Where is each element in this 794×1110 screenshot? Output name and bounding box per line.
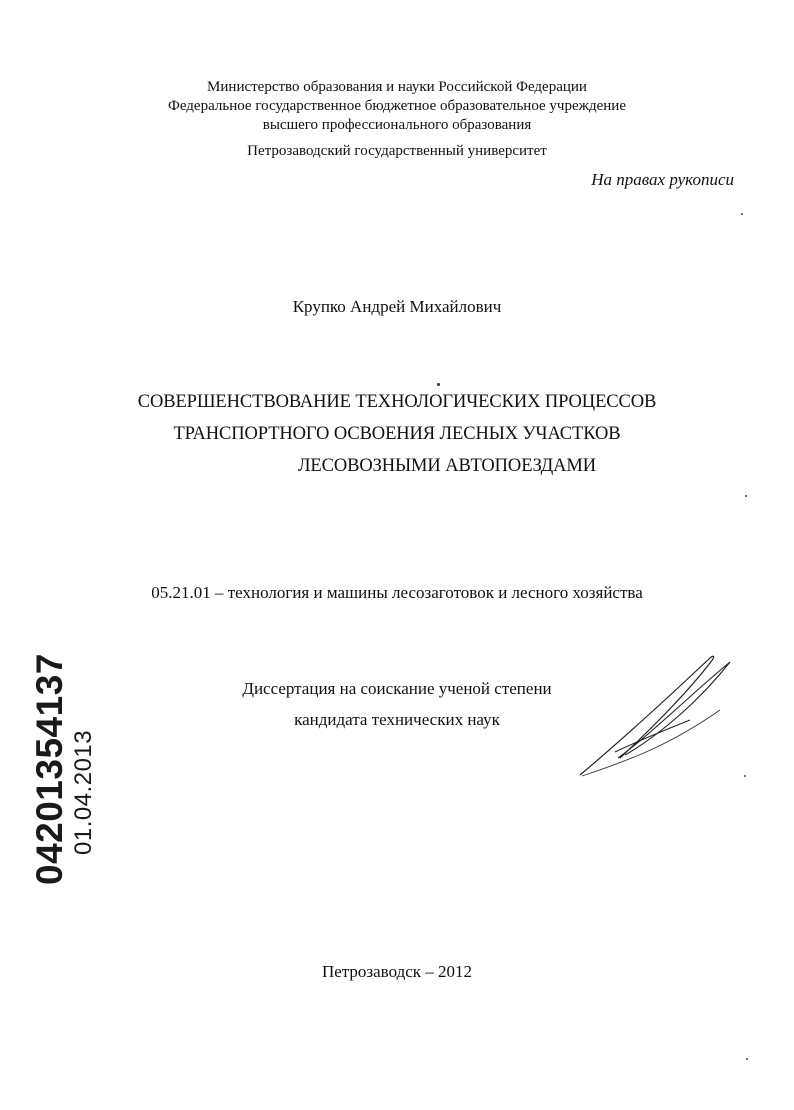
degree-line-2: кандидата технических наук [294,710,500,729]
scan-speck [437,383,440,386]
ministry-line-3: высшего профессионального образования [262,117,532,133]
stamp-number: 04201354137 [29,653,70,885]
author-name: Крупко Андрей Михайлович [292,297,502,316]
ministry-line-1: Министерство образования и науки Российской Федерации [207,79,587,95]
scan-speck [745,495,747,497]
scan-speck [744,775,746,777]
library-stamp [30,653,98,885]
scan-speck [741,213,743,215]
stamp-date: 01.04.2013 [70,729,97,855]
scan-speck [746,1058,748,1060]
degree-line-1: Диссертация на соискание ученой степени [242,679,552,698]
specialty-code: 05.21.01 – технология и машины лесозаготовок и лесного хозяйства [151,583,643,602]
signature-icon [570,650,740,785]
university-name: Петрозаводский государственный университет [247,143,547,159]
title-line-3: ЛЕСОВОЗНЫМИ АВТОПОЕЗДАМИ [297,456,597,476]
ministry-line-2: Федеральное государственное бюджетное образовательное учреждение [167,98,626,114]
place-year: Петрозаводск – 2012 [321,962,473,981]
title-line-1: СОВЕРШЕНСТВОВАНИЕ ТЕХНОЛОГИЧЕСКИХ ПРОЦЕССОВ [137,392,657,412]
title-line-2: ТРАНСПОРТНОГО ОСВОЕНИЯ ЛЕСНЫХ УЧАСТКОВ [173,424,621,444]
manuscript-rights-label: На правах рукописи [591,170,734,189]
